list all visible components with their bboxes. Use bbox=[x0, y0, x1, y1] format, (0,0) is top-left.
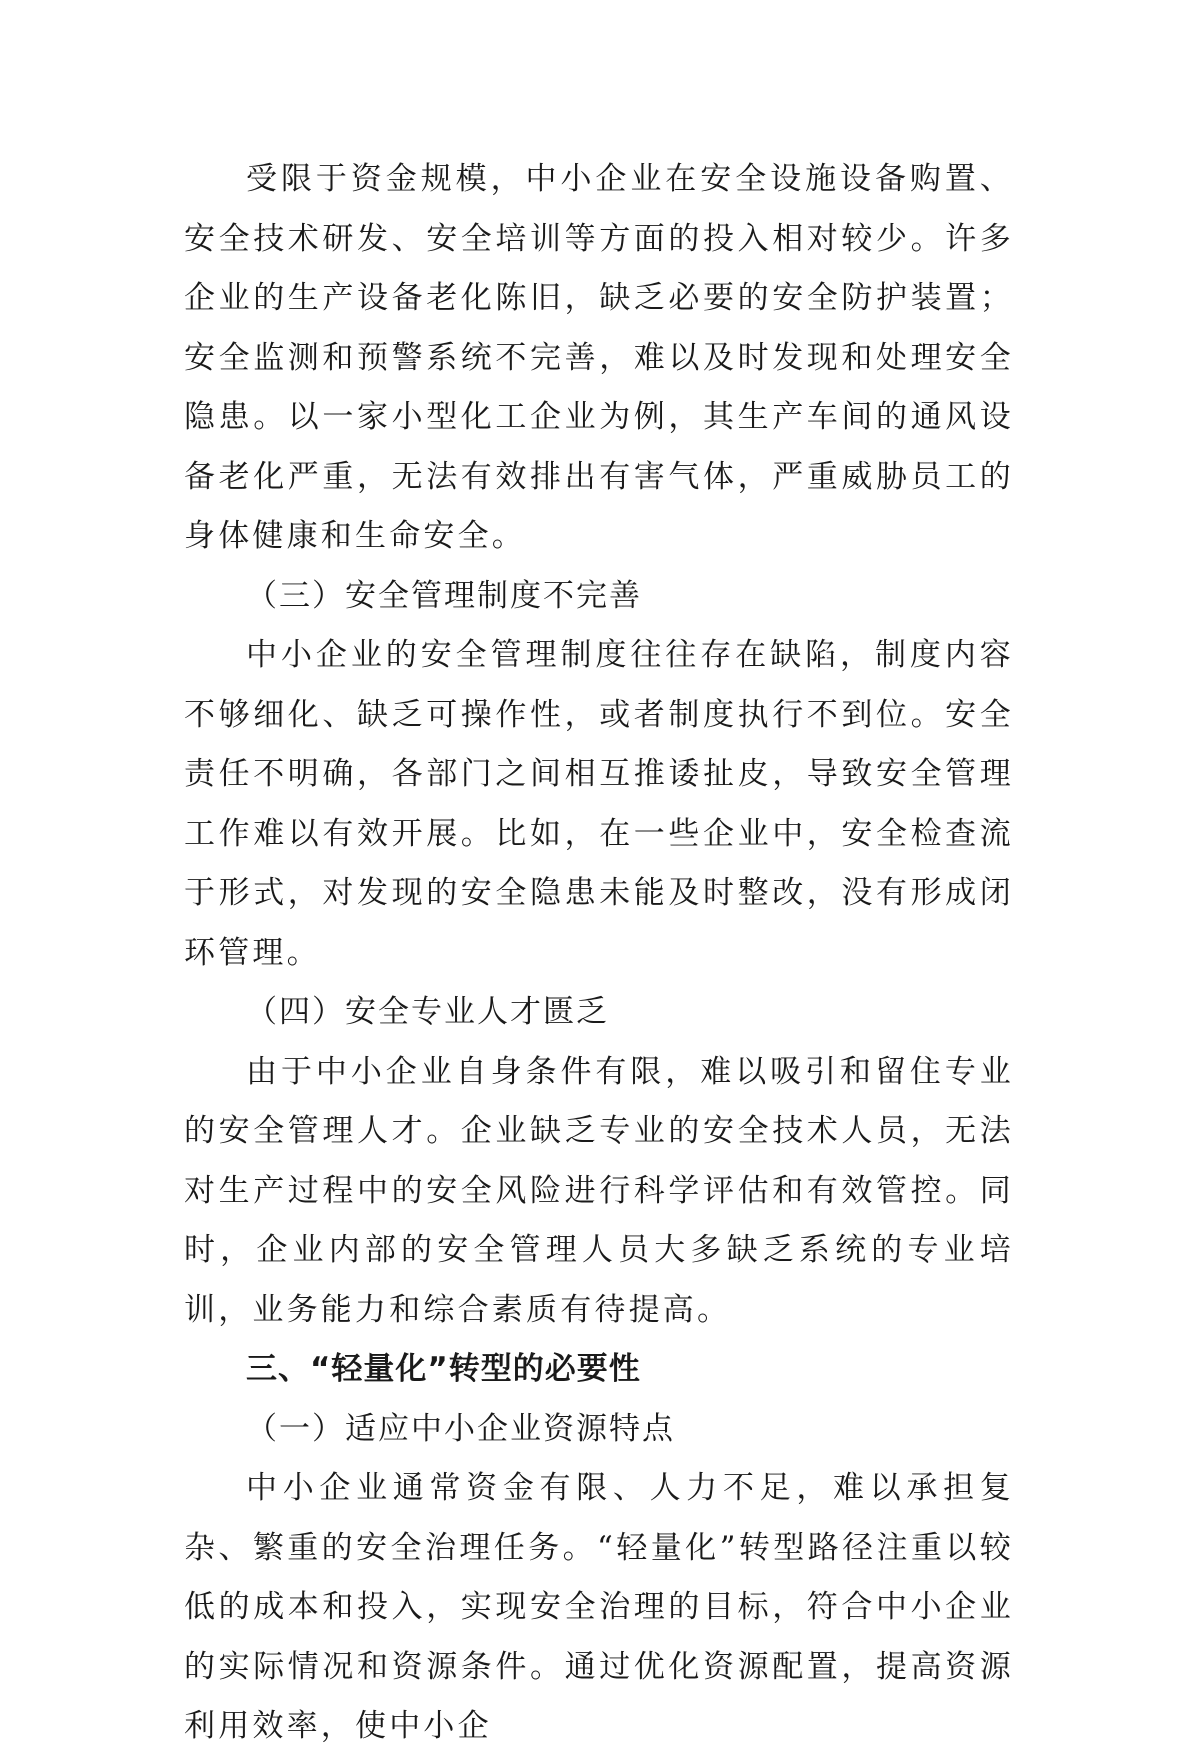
section-heading-safety-management-system: （三）安全管理制度不完善 bbox=[246, 577, 642, 614]
section-heading-safety-talent-shortage: （四）安全专业人才匮乏 bbox=[246, 994, 609, 1030]
chapter-heading-lightweight-transformation: 三、“轻量化”转型的必要性 bbox=[246, 1351, 641, 1387]
paragraph-resource-features: 中小企业通常资金有限、人力不足，难以承担复杂、繁重的安全治理任务。“轻量化”转型路径注重以较低的成本和投入，实现安全治理的目标，符合中小企业的实际情况和资源条件。通过优化资源配置，提高资源利用效率，使中小企 bbox=[184, 1470, 1014, 1744]
section-heading-adapt-resource-features: （一）适应中小企业资源特点 bbox=[246, 1410, 675, 1447]
paragraph-funding-constraints: 受限于资金规模，中小企业在安全设施设备购置、安全技术研发、安全培训等方面的投入相对较少。许多企业的生产设备老化陈旧，缺乏必要的安全防护装置；安全监测和预警系统不完善，难以及时发现和处理安全隐患。以一家小型化工企业为例，其生产车间的通风设备老化严重，无法有效排出有害气体，严重威胁员工的身体健康和生命安全。 bbox=[184, 161, 1014, 554]
paragraph-management-system-defects: 中小企业的安全管理制度往往存在缺陷，制度内容不够细化、缺乏可操作性，或者制度执行不到位。安全责任不明确，各部门之间相互推诿扯皮，导致安全管理工作难以有效开展。比如，在一些企业中，安全检查流于形式，对发现的安全隐患未能及时整改，没有形成闭环管理。 bbox=[184, 637, 1014, 971]
paragraph-talent-shortage: 由于中小企业自身条件有限，难以吸引和留住专业的安全管理人才。企业缺乏专业的安全技术人员，无法对生产过程中的安全风险进行科学评估和有效管控。同时，企业内部的安全管理人员大多缺乏系统的专业培训，业务能力和综合素质有待提高。 bbox=[184, 1053, 1014, 1328]
document-body bbox=[184, 150, 1014, 1757]
